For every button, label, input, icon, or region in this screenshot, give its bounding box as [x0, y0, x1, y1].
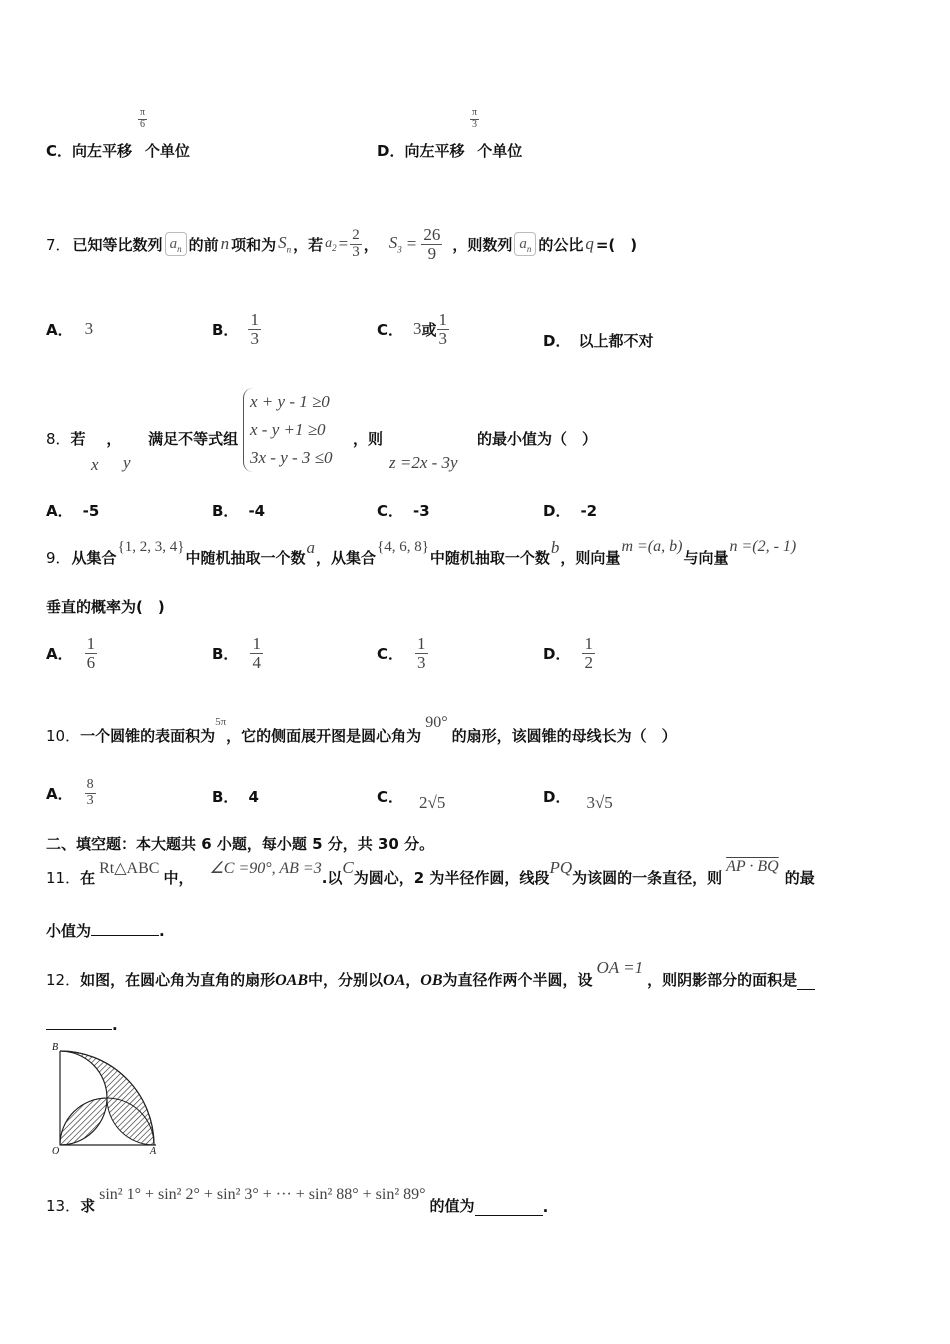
- q13-expression: sin² 1° + sin² 2° + sin² 3° + ··· + sin² 88° + sin² 89°: [99, 1186, 426, 1203]
- section-heading-fill-in: 二、填空题：本大题共 6 小题，每小题 5 分，共 30 分。: [46, 835, 435, 853]
- q8-option-c: C． -3: [377, 502, 430, 520]
- q8-ineq-3: 3x - y - 3 ≤0: [250, 448, 333, 467]
- q9-option-a: A． $\frac{1}{6}$: [46, 633, 96, 672]
- question-11-line2: 小值为 .: [46, 922, 165, 940]
- figure-label-a: A: [150, 1146, 157, 1157]
- q7-option-c: C． 3 或 $\frac{1}{3}$: [377, 309, 448, 348]
- q8-var-x: x: [91, 455, 99, 474]
- q6-option-c: C．向左平移 个单位: [46, 142, 190, 160]
- q8-ask: 的最小值为（ ）: [477, 430, 598, 448]
- q6-option-d: D．向左平移 个单位: [377, 142, 523, 160]
- q7-option-a: A． 3: [46, 319, 94, 339]
- question-13-stem: 13． 求 sin² 1° + sin² 2° + sin² 3° + ··· + sin² 88° + sin² 89° 的值为 .: [46, 1186, 549, 1216]
- question-9-stem: 9． 从集合 {1, 2, 3, 4} 中随机抽取一个数 a ，从集合 {4, 6, 8} 中随机抽取一个数 b ，则向量 m =(a, b) 与向量 n =(2, - 1): [46, 538, 797, 567]
- q8-option-d: D． -2: [543, 502, 598, 520]
- q9-option-c: C． $\frac{1}{3}$: [377, 633, 426, 672]
- q7-option-b: B． $\frac{1}{3}$: [212, 309, 259, 348]
- q9-option-b: B． $\frac{1}{4}$: [212, 633, 261, 672]
- q9-option-d: D． $\frac{1}{2}$: [543, 633, 593, 672]
- q8-option-a: A． -5: [46, 502, 100, 520]
- q8-inequality-system: [243, 388, 333, 472]
- q7-option-d: D． 以上都不对: [543, 332, 654, 350]
- figure-label-o: O: [52, 1146, 60, 1157]
- q10-option-a: A． $\frac{8}{3}$: [46, 776, 94, 808]
- question-7-stem: 7． 已知等比数列 $a_n$ 的前 n 项和为 $S_n$ ，若 $a_2$ = $\frac{2}{3}$ ， $S_3$ = $\frac{26}{9}$ ，则数列 $a_n$ 的公比 q =( ): [46, 224, 638, 263]
- q8-ineq-2: x - y +1 ≥0: [250, 420, 326, 439]
- q8-then: ，则: [353, 430, 384, 448]
- question-9-line2: 垂直的概率为( ): [46, 598, 165, 616]
- question-10-stem: 10． 一个圆锥的表面积为 5π ，它的侧面展开图是圆心角为 90° 的扇形，该圆锥的母线长为（ ）: [46, 714, 677, 745]
- q6-d-fraction: $\frac{\pi}{3}$: [472, 107, 478, 130]
- q10-option-b: B． 4: [212, 788, 259, 806]
- q10-option-d: D． 3√5: [543, 788, 613, 812]
- question-12-blank: .: [46, 1016, 118, 1034]
- q10-option-c: C． 2√5: [377, 788, 446, 812]
- q8-objective: z =2x - 3y: [389, 453, 458, 472]
- sector-figure: [44, 1042, 174, 1162]
- q8-option-b: B． -4: [212, 502, 266, 520]
- q8-var-y: y: [123, 453, 131, 472]
- question-12-stem: 12． 如图，在圆心角为直角的扇形 OAB 中，分别以 OA ， OB 为直径作两个半圆，设 OA =1 ，则阴影部分的面积是: [46, 960, 815, 990]
- figure-label-b: B: [52, 1042, 59, 1053]
- q8-ineq-1: x + y - 1 ≥0: [250, 392, 330, 411]
- q6-c-fraction: $\frac{\pi}{6}$: [140, 107, 146, 130]
- question-8-stem-start: 8．若 ， 满足不等式组: [46, 430, 239, 448]
- question-11-stem: 11． 在 Rt△ABC 中， ∠C =90°, AB =3 .以 C 为圆心，2 为半径作圆，线段 PQ 为该圆的一条直径，则 AP · BQ 的最: [46, 858, 815, 887]
